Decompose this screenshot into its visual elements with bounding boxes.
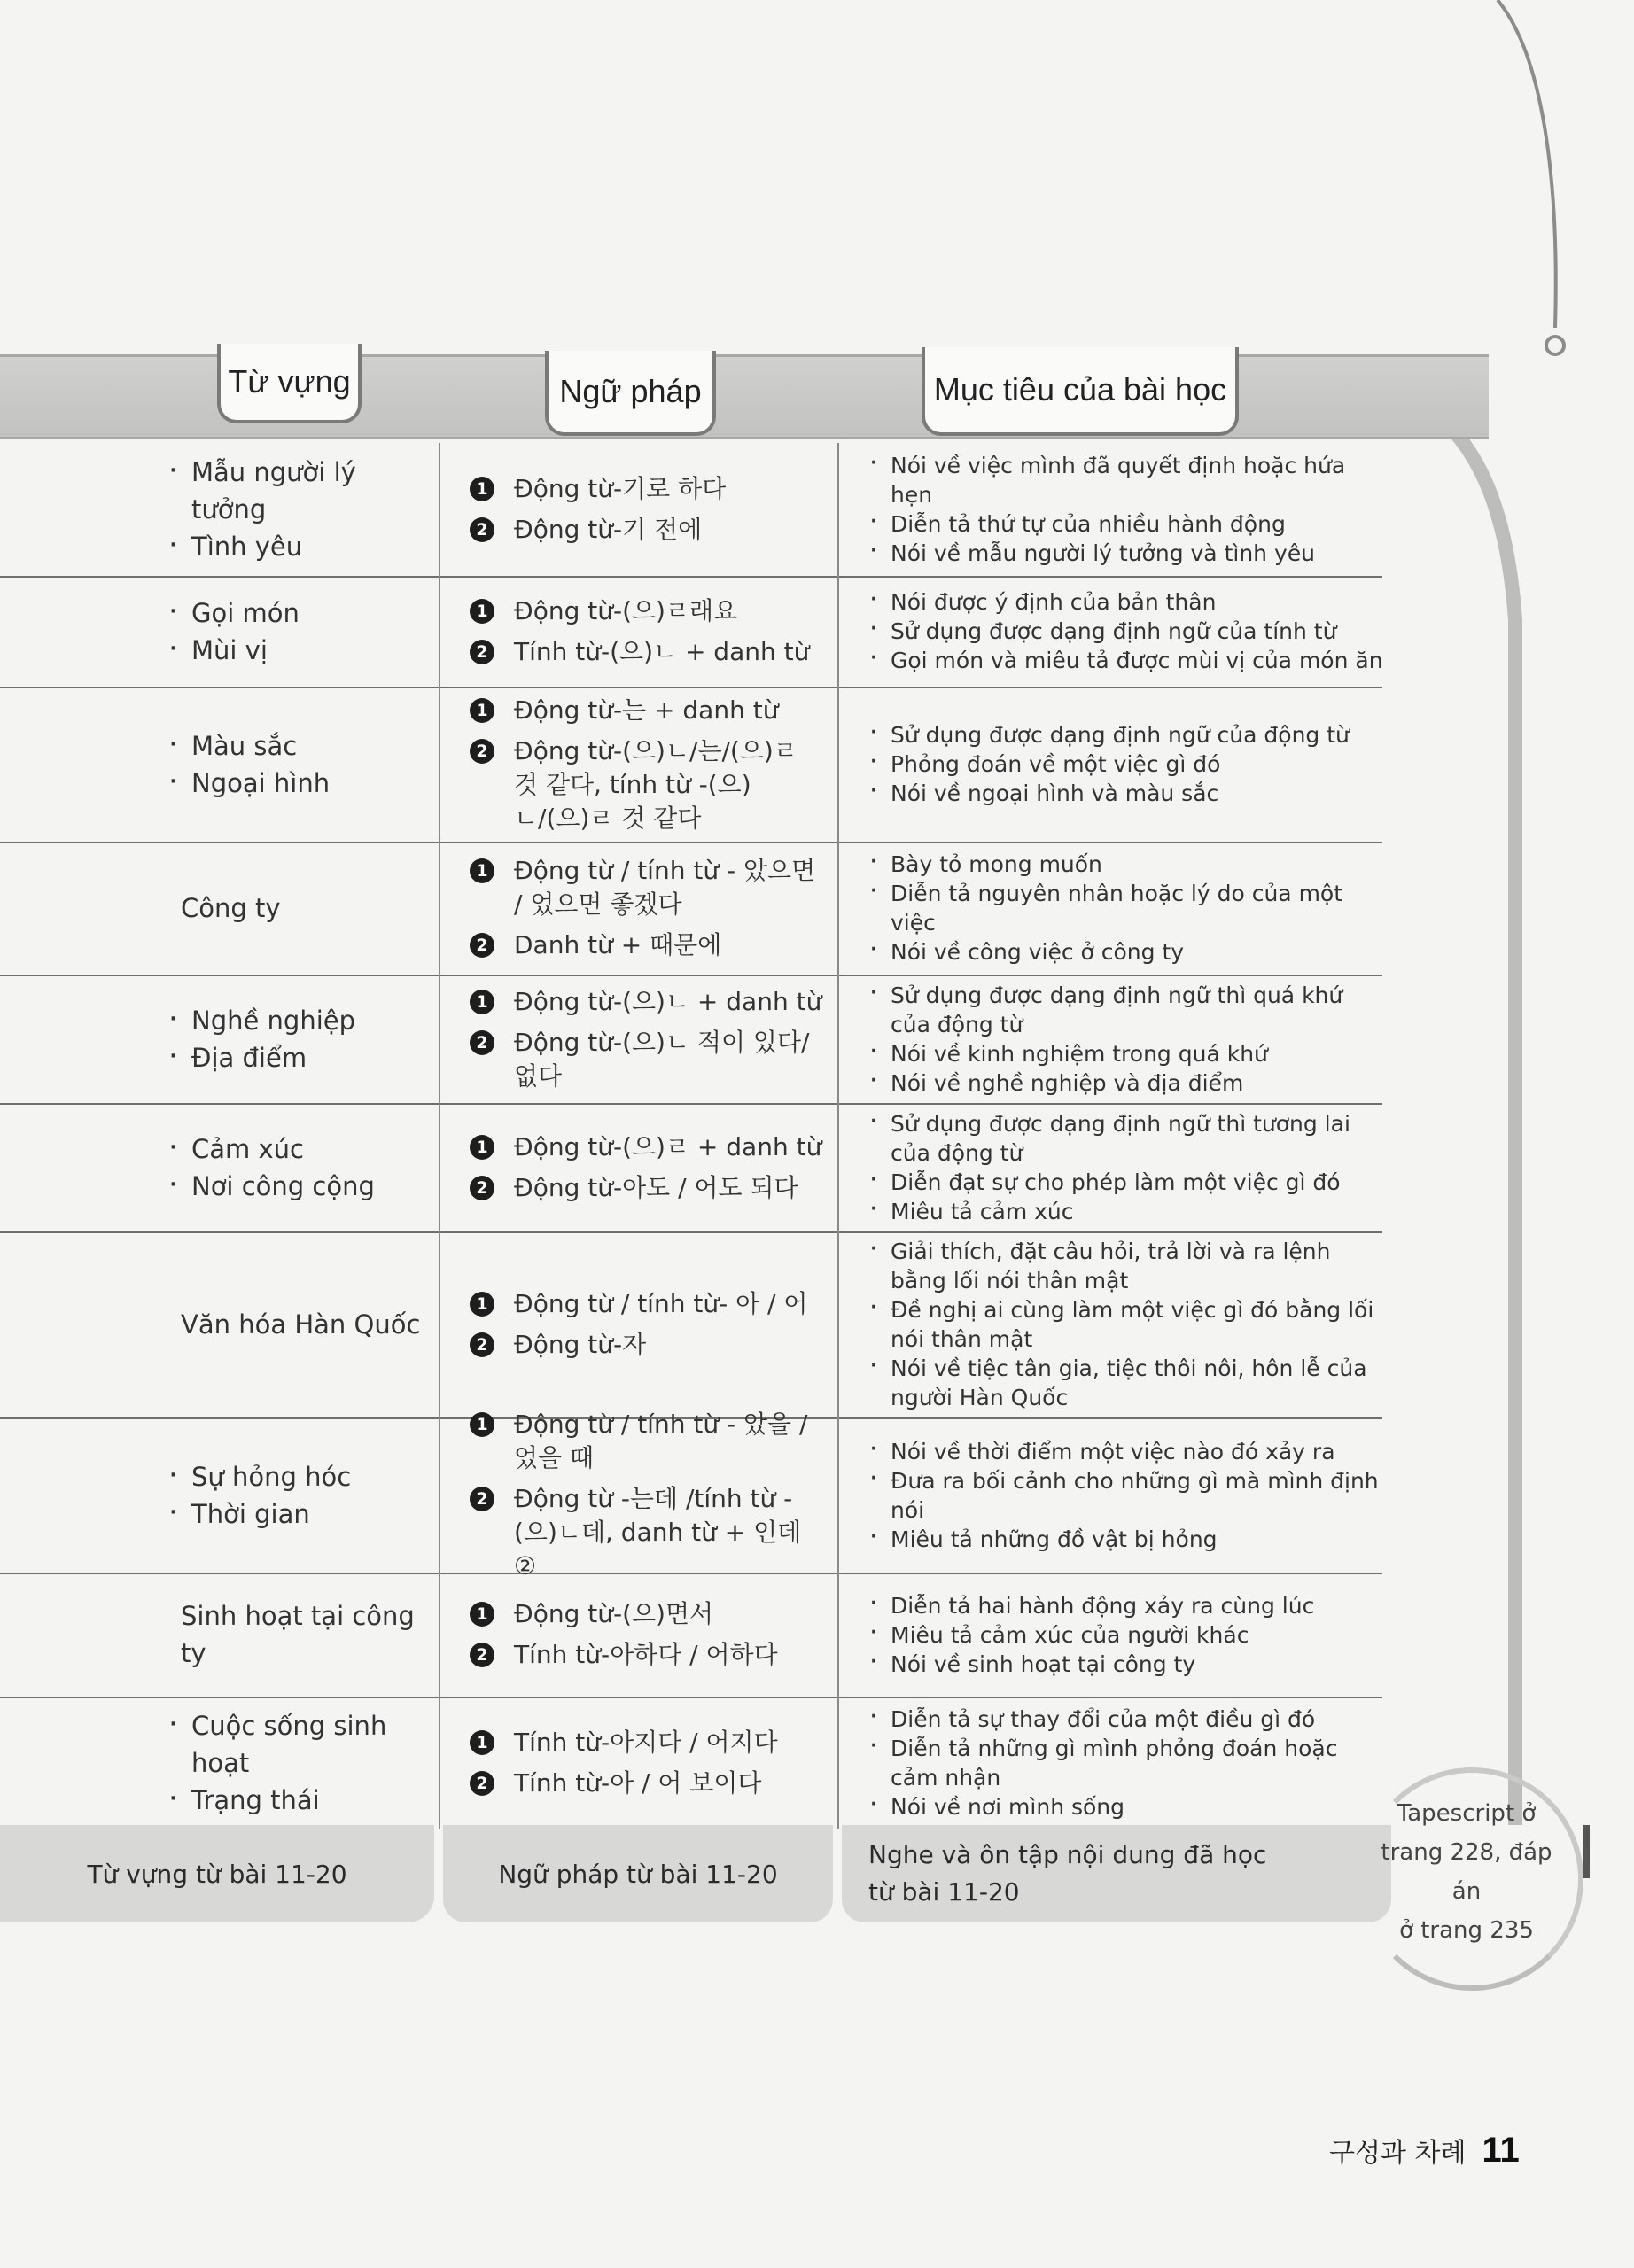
vocab-cell xyxy=(168,443,434,576)
column-divider xyxy=(837,1573,839,1697)
grammar-item xyxy=(470,1482,824,1583)
grammar-item xyxy=(470,1597,824,1631)
tapescript-line-3: ở trang 235 xyxy=(1399,1917,1534,1944)
grammar-text: Động từ-아도 / 어도 되다 xyxy=(514,1172,798,1202)
grammar-text: Động từ-(으)면서 xyxy=(514,1599,714,1628)
footer-goal xyxy=(842,1825,1391,1922)
grammar-text: Động từ-(으)ㄴ/는/(으)ㄹ 것 같다, tính từ -(으)ㄴ/(으)ㄹ 것 같다 xyxy=(514,735,798,833)
table-row xyxy=(0,975,1382,1105)
page-number: 11 xyxy=(1482,2131,1520,2170)
goal-item: · Diễn đạt sự cho phép làm một việc gì đó xyxy=(864,1168,1387,1197)
grammar-text: Động từ-기로 하다 xyxy=(514,474,727,503)
grammar-cell xyxy=(470,975,824,1103)
vocab-item: · Nơi công cộng xyxy=(168,1168,434,1205)
number-badge-icon: 2 xyxy=(470,1643,494,1667)
goals-cell xyxy=(864,1103,1387,1231)
column-divider xyxy=(837,975,839,1103)
grammar-cell xyxy=(470,1573,824,1697)
goal-item: · Nói được ý định của bản thân xyxy=(864,587,1387,617)
table-row xyxy=(0,576,1382,688)
vocab-cell xyxy=(168,975,434,1103)
tab-vocabulary xyxy=(217,344,362,423)
grammar-item xyxy=(470,1026,824,1093)
column-divider xyxy=(837,842,839,975)
vocab-item: · Sự hỏng hóc xyxy=(168,1458,434,1495)
number-badge-icon: 1 xyxy=(470,1602,494,1627)
vocab-cell xyxy=(168,1573,434,1697)
column-divider xyxy=(837,1103,839,1231)
grammar-text: Động từ / tính từ - 았으면 / 었으면 좋겠다 xyxy=(514,856,816,919)
goal-item: · Nói về thời điểm một việc nào đó xảy ra xyxy=(864,1437,1387,1466)
grammar-item xyxy=(470,635,824,669)
header-vocab-label: Từ vựng xyxy=(228,363,351,400)
goal-item: · Đề nghị ai cùng làm một việc gì đó bằng lối nói thân mật xyxy=(864,1295,1387,1354)
goals-cell xyxy=(864,1573,1387,1697)
number-badge-icon: 1 xyxy=(470,1135,494,1160)
grammar-item xyxy=(470,694,824,727)
goal-item: · Nói về kinh nghiệm trong quá khứ xyxy=(864,1039,1387,1068)
grammar-cell xyxy=(470,842,824,975)
vocab-cell xyxy=(168,842,434,975)
footer-vocab-text: Từ vựng từ bài 11-20 xyxy=(87,1859,347,1889)
column-divider xyxy=(837,1418,839,1573)
grammar-cell xyxy=(470,1231,824,1418)
vocab-item: · Nghề nghiệp xyxy=(168,1002,434,1039)
grammar-text: Động từ / tính từ- 아 / 어 xyxy=(514,1289,808,1318)
grammar-text: Động từ-(으)ㄹ + danh từ xyxy=(514,1131,822,1161)
number-badge-icon: 2 xyxy=(470,739,494,764)
number-badge-icon: 2 xyxy=(470,640,494,664)
vocab-cell xyxy=(168,1418,434,1573)
goals-cell xyxy=(864,1418,1387,1573)
goal-item: · Gọi món và miêu tả được mùi vị của món ăn xyxy=(864,646,1387,675)
goal-item: · Nói về tiệc tân gia, tiệc thôi nôi, hôn lễ của người Hàn Quốc xyxy=(864,1354,1387,1412)
goal-item: · Miêu tả những đồ vật bị hỏng xyxy=(864,1525,1387,1554)
grammar-cell xyxy=(470,687,824,842)
number-badge-icon: 1 xyxy=(470,858,494,883)
grammar-text: Động từ-는 + danh từ xyxy=(514,695,779,725)
grammar-item xyxy=(470,928,824,962)
grammar-text: Động từ-(으)ㄴ + danh từ xyxy=(514,986,822,1016)
vocab-item: · Mùi vị xyxy=(168,632,434,669)
grammar-text: Động từ-기 전에 xyxy=(514,515,703,544)
vocab-item: Sinh hoạt tại công ty xyxy=(181,1601,415,1668)
number-badge-icon: 1 xyxy=(470,1412,494,1437)
column-divider xyxy=(837,576,839,687)
number-badge-icon: 1 xyxy=(470,477,494,501)
vocab-item: · Cảm xúc xyxy=(168,1130,434,1168)
tab-lesson-goals xyxy=(922,347,1239,436)
column-divider xyxy=(837,687,839,842)
grammar-text: Tính từ-아지다 / 어지다 xyxy=(514,1728,778,1757)
vocab-item: Công ty xyxy=(181,893,281,923)
number-badge-icon: 2 xyxy=(470,1332,494,1357)
grammar-cell xyxy=(470,1697,824,1829)
vocab-item: · Cuộc sống sinh hoạt xyxy=(168,1707,434,1782)
tapescript-line-1: Tapescript ở xyxy=(1397,1800,1537,1827)
number-badge-icon: 2 xyxy=(470,517,494,542)
vocab-cell xyxy=(168,576,434,687)
footer-goal-line-2: từ bài 11-20 xyxy=(868,1877,1020,1907)
goal-item: · Nói về nơi mình sống xyxy=(864,1792,1387,1821)
column-divider xyxy=(439,1103,440,1231)
grammar-text: Danh từ + 때문에 xyxy=(514,930,722,959)
grammar-item xyxy=(470,734,824,835)
table-row xyxy=(0,1231,1382,1419)
grammar-item xyxy=(470,1638,824,1672)
table-row xyxy=(0,1409,1382,1581)
goal-item: · Sử dụng được dạng định ngữ của tính từ xyxy=(864,617,1387,646)
grammar-text: Động từ-자 xyxy=(514,1330,647,1359)
column-divider xyxy=(439,842,440,975)
grammar-text: Động từ-(으)ㄴ 적이 있다/없다 xyxy=(514,1027,810,1091)
goals-cell xyxy=(864,842,1387,975)
goals-cell xyxy=(864,687,1387,842)
column-divider xyxy=(439,687,440,842)
goal-item: · Nói về ngoại hình và màu sắc xyxy=(864,779,1387,808)
grammar-item xyxy=(470,1726,824,1759)
goal-item: · Sử dụng được dạng định ngữ thì tương lai của động từ xyxy=(864,1109,1387,1168)
column-divider xyxy=(837,1697,839,1829)
vocab-item: · Trạng thái xyxy=(168,1782,434,1819)
grammar-item xyxy=(470,513,824,547)
number-badge-icon: 1 xyxy=(470,990,494,1014)
grammar-text: Tính từ-(으)ㄴ + danh từ xyxy=(514,636,810,666)
goal-item: · Nói về nghề nghiệp và địa điểm xyxy=(864,1068,1387,1098)
tapescript-line-2: trang 228, đáp án xyxy=(1381,1839,1552,1905)
table-row xyxy=(0,443,1382,578)
number-badge-icon: 2 xyxy=(470,1030,494,1055)
number-badge-icon: 2 xyxy=(470,1176,494,1200)
tab-grammar xyxy=(545,351,716,436)
vocab-item: · Tình yêu xyxy=(168,528,434,565)
grammar-text: Động từ / tính từ - 았을 / 었을 때 xyxy=(514,1409,808,1472)
vocab-item: · Thời gian xyxy=(168,1495,434,1533)
table-row xyxy=(0,687,1382,843)
footer-goal-line-1: Nghe và ôn tập nội dung đã học xyxy=(868,1840,1267,1869)
number-badge-icon: 1 xyxy=(470,1292,494,1317)
goals-cell xyxy=(864,1231,1387,1418)
vocab-item: · Mẫu người lý tưởng xyxy=(168,454,434,528)
vocab-item: · Địa điểm xyxy=(168,1039,434,1076)
grammar-text: Động từ -는데 /tính từ -(으)ㄴ데, danh từ + 인데 ② xyxy=(514,1483,802,1581)
goal-item: · Nói về công việc ở công ty xyxy=(864,937,1387,967)
tapescript-note xyxy=(1369,1794,1564,1950)
vocab-cell xyxy=(168,1231,434,1418)
goal-item: · Diễn tả những gì mình phỏng đoán hoặc cảm nhận xyxy=(864,1734,1387,1792)
column-divider xyxy=(439,1418,440,1573)
grammar-text: Tính từ-아하다 / 어하다 xyxy=(514,1640,778,1669)
grammar-item xyxy=(470,1408,824,1475)
goal-item: · Nói về việc mình đã quyết định hoặc hứa hẹn xyxy=(864,451,1387,509)
grammar-item xyxy=(470,1767,824,1800)
grammar-item xyxy=(470,1328,824,1362)
grammar-cell xyxy=(470,576,824,687)
goal-item: · Nói về mẫu người lý tưởng và tình yêu xyxy=(864,539,1387,568)
goal-item: · Bày tỏ mong muốn xyxy=(864,850,1387,879)
goal-item: · Diễn tả hai hành động xảy ra cùng lúc xyxy=(864,1591,1387,1620)
grammar-text: Động từ-(으)ㄹ래요 xyxy=(514,595,738,625)
grammar-item xyxy=(470,472,824,506)
column-divider xyxy=(439,1697,440,1829)
column-divider xyxy=(439,975,440,1103)
grammar-item xyxy=(470,1171,824,1205)
goal-item: · Diễn tả thứ tự của nhiều hành động xyxy=(864,509,1387,539)
grammar-item xyxy=(470,594,824,628)
section-label: 구성과 차례 xyxy=(1329,2138,1467,2169)
goals-cell xyxy=(864,1697,1387,1829)
table-row xyxy=(0,1103,1382,1233)
grammar-cell xyxy=(470,1103,824,1231)
number-badge-icon: 2 xyxy=(470,1487,494,1511)
grammar-item xyxy=(470,1130,824,1164)
vocab-item: · Màu sắc xyxy=(168,727,434,765)
vocab-item: · Gọi món xyxy=(168,594,434,632)
number-badge-icon: 1 xyxy=(470,698,494,723)
goals-cell xyxy=(864,576,1387,687)
goals-cell xyxy=(864,443,1387,576)
goal-item: · Diễn tả sự thay đổi của một điều gì đó xyxy=(864,1705,1387,1734)
vocab-cell xyxy=(168,1697,434,1829)
vocab-cell xyxy=(168,1103,434,1231)
goal-item: · Diễn tả nguyên nhân hoặc lý do của một việc xyxy=(864,879,1387,937)
footer-grammar xyxy=(443,1825,833,1922)
table-row xyxy=(0,842,1382,976)
contents-table xyxy=(0,443,1400,1829)
column-divider xyxy=(439,443,440,576)
grammar-item xyxy=(470,1287,824,1321)
grammar-cell xyxy=(470,1409,824,1581)
vocab-cell xyxy=(168,687,434,842)
goal-item: · Miêu tả cảm xúc của người khác xyxy=(864,1620,1387,1650)
number-badge-icon: 2 xyxy=(470,933,494,958)
goal-item: · Đưa ra bối cảnh cho những gì mà mình định nói xyxy=(864,1466,1387,1525)
column-divider xyxy=(837,443,839,576)
vocab-item: Văn hóa Hàn Quốc xyxy=(181,1309,421,1340)
number-badge-icon: 1 xyxy=(470,1730,494,1755)
goal-item: · Nói về sinh hoạt tại công ty xyxy=(864,1650,1387,1679)
goal-item: · Miêu tả cảm xúc xyxy=(864,1197,1387,1226)
grammar-item xyxy=(470,985,824,1019)
number-badge-icon: 1 xyxy=(470,599,494,624)
vocab-item: · Ngoại hình xyxy=(168,765,434,802)
column-divider xyxy=(439,576,440,687)
page-folio xyxy=(1329,2131,1520,2171)
grammar-item xyxy=(470,854,824,921)
footer-vocab xyxy=(0,1825,434,1922)
goal-item: · Sử dụng được dạng định ngữ của động từ xyxy=(864,720,1387,750)
goal-item: · Phỏng đoán về một việc gì đó xyxy=(864,750,1387,779)
column-divider xyxy=(439,1573,440,1697)
column-divider xyxy=(439,1231,440,1418)
table-row xyxy=(0,1573,1382,1698)
grammar-cell xyxy=(470,443,824,576)
goal-item: · Giải thích, đặt câu hỏi, trả lời và ra lệnh bằng lối nói thân mật xyxy=(864,1237,1387,1295)
number-badge-icon: 2 xyxy=(470,1771,494,1796)
header-grammar-label: Ngữ pháp xyxy=(559,373,702,409)
goal-item: · Sử dụng được dạng định ngữ thì quá khứ của động từ xyxy=(864,981,1387,1039)
goals-cell xyxy=(864,975,1387,1103)
column-divider xyxy=(837,1231,839,1418)
header-goals-label: Mục tiêu của bài học xyxy=(933,371,1227,408)
grammar-text: Tính từ-아 / 어 보이다 xyxy=(514,1768,762,1798)
footer-grammar-text: Ngữ pháp từ bài 11-20 xyxy=(498,1859,778,1889)
table-row xyxy=(0,1697,1382,1829)
